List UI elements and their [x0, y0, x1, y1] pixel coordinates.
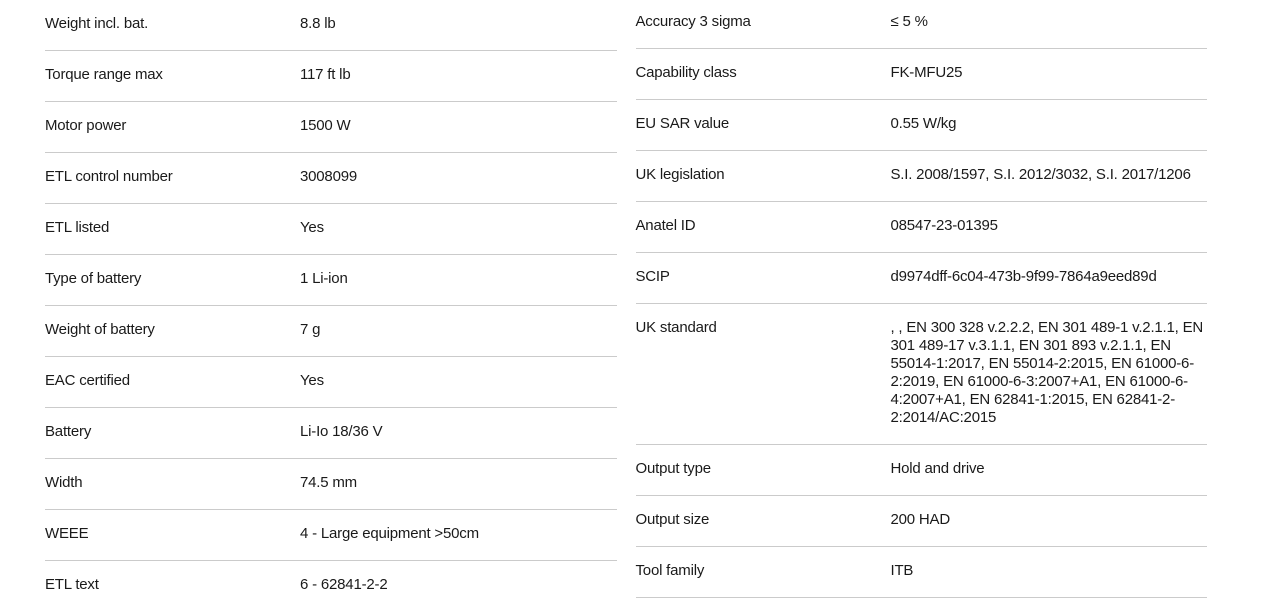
spec-row — [45, 459, 617, 510]
spec-value: ≤ 5 % — [890, 13, 928, 30]
spec-value: 200 HAD — [890, 511, 950, 528]
spec-row — [636, 496, 1208, 547]
spec-value: 8.8 lb — [300, 15, 336, 32]
spec-column-left — [45, 0, 617, 606]
spec-value: d9974dff-6c04-473b-9f99-7864a9eed89d — [890, 268, 1157, 285]
spec-row — [45, 306, 617, 357]
spec-label: Output size — [635, 511, 710, 528]
spec-label: Accuracy 3 sigma — [635, 13, 751, 30]
spec-value: S.I. 2008/1597, S.I. 2012/3032, S.I. 2017/1206 — [890, 166, 1191, 183]
spec-column-right — [636, 0, 1208, 606]
spec-label: Type of battery — [45, 270, 142, 287]
spec-label: Battery — [45, 423, 92, 440]
spec-row — [45, 51, 617, 102]
spec-label: Capability class — [635, 64, 737, 81]
spec-label: Width — [45, 474, 83, 491]
spec-row — [636, 253, 1208, 304]
spec-label: Output type — [635, 460, 711, 477]
spec-label: UK legislation — [635, 166, 725, 183]
spec-row — [45, 153, 617, 204]
spec-row — [45, 204, 617, 255]
spec-label: ETL listed — [45, 219, 110, 236]
spec-value: Hold and drive — [890, 460, 985, 477]
spec-value: Li-Io 18/36 V — [300, 423, 383, 440]
spec-row — [45, 561, 617, 606]
spec-label: WEEE — [45, 525, 89, 542]
spec-value: ITB — [890, 562, 914, 579]
spec-row — [45, 102, 617, 153]
spec-label: Tool family — [635, 562, 705, 579]
spec-value: Yes — [300, 372, 324, 389]
spec-value: , , EN 300 328 v.2.2.2, EN 301 489-1 v.2.1.1, EN 301 489-17 v.3.1.1, EN 301 893 v.2.1.1, EN 55014-1:2017, EN 55014-2:2015, EN 61000-6-2:2019, EN 61000-6-3:2007+A1, EN 61000-6-4:2007+A1, EN 62841-1:2015, EN 62841-2-2:2014/AC:2015 — [890, 319, 1204, 426]
spec-label: EU SAR value — [635, 115, 729, 132]
spec-value: 1 Li-ion — [300, 270, 348, 287]
spec-label: ETL text — [45, 576, 99, 593]
spec-label: ETL control number — [45, 168, 173, 185]
spec-value: FK-MFU25 — [890, 64, 963, 81]
spec-value: 74.5 mm — [300, 474, 357, 491]
spec-value: 3008099 — [300, 168, 357, 185]
spec-value: 4 - Large equipment >50cm — [300, 525, 479, 542]
spec-label: SCIP — [635, 268, 670, 285]
spec-value: 7 g — [300, 321, 321, 338]
spec-label: EAC certified — [45, 372, 130, 389]
spec-row — [636, 202, 1208, 253]
spec-label: UK standard — [635, 319, 717, 336]
spec-row — [45, 255, 617, 306]
spec-value: 08547-23-01395 — [890, 217, 998, 234]
spec-value: Yes — [300, 219, 324, 236]
spec-row — [636, 304, 1208, 445]
spec-row — [636, 100, 1208, 151]
spec-label: Anatel ID — [635, 217, 696, 234]
spec-label: Weight of battery — [45, 321, 155, 338]
spec-row — [636, 445, 1208, 496]
spec-value: 117 ft lb — [300, 66, 351, 83]
spec-label: Torque range max — [45, 66, 163, 83]
spec-row — [45, 408, 617, 459]
spec-value: 0.55 W/kg — [890, 115, 957, 132]
spec-label: Motor power — [45, 117, 127, 134]
spec-row — [636, 0, 1208, 49]
spec-row — [45, 0, 617, 51]
spec-row — [636, 547, 1208, 598]
spec-value: 1500 W — [300, 117, 351, 134]
spec-value: 6 - 62841-2-2 — [300, 576, 388, 593]
spec-label: Weight incl. bat. — [45, 15, 149, 32]
spec-row — [45, 510, 617, 561]
spec-row — [636, 151, 1208, 202]
spec-row — [636, 49, 1208, 100]
spec-row — [45, 357, 617, 408]
